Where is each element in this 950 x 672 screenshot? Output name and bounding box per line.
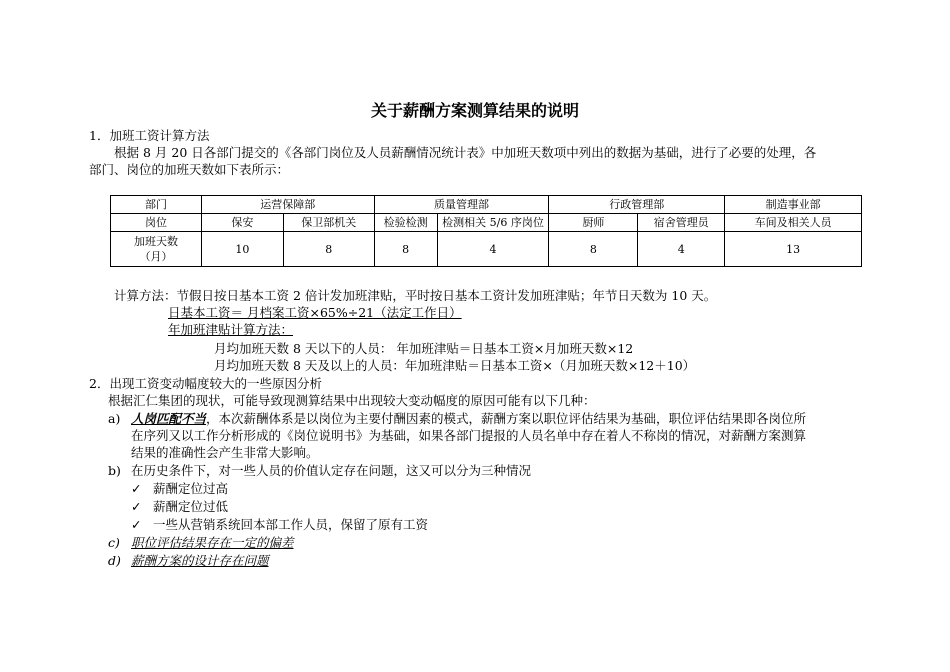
daily-wage-formula: 日基本工资＝ 月档案工资×65%÷21（法定工作日） xyxy=(168,305,462,320)
item-a-text: ，本次薪酬体系是以岗位为主要付酬因素的模式，薪酬方案以职位评估结果为基础，职位评估结果即各岗位所 xyxy=(206,411,807,426)
table-header-overtime-days xyxy=(111,232,202,267)
allowance-rule-8-days-and-above: 月均加班天数 8 天及以上的人员：年加班津贴＝日基本工资×（月加班天数×12＋10） xyxy=(214,358,696,373)
item-d-marker: d) xyxy=(108,553,121,568)
check-icon: ✓ xyxy=(131,517,142,532)
item-a-keyword: 人岗匹配不当 xyxy=(131,411,207,426)
section-1-paragraph-line-2: 部门、岗位的加班天数如下表所示： xyxy=(89,162,290,177)
overtime-value-cell: 13 xyxy=(725,232,862,267)
dept-administration: 行政管理部 xyxy=(549,196,725,214)
section-1-paragraph-line-1: 根据 8 月 20 日各部门提交的《各部门岗位及人员薪酬情况统计表》中加班天数项中列出的数据为基础，进行了必要的处理，各 xyxy=(114,145,817,160)
section-2-intro: 根据汇仁集团的现状，可能导致现测算结果中出现较大变动幅度的原因可能有以下几种： xyxy=(108,393,596,408)
overtime-value-cell: 8 xyxy=(549,232,638,267)
post-cell: 保卫部机关 xyxy=(283,214,374,232)
item-b-text: 在历史条件下，对一些人员的价值认定存在问题，这又可以分为三种情况 xyxy=(131,463,532,478)
overtime-value-cell: 10 xyxy=(201,232,283,267)
list-item: ✓ 一些从营销系统回本部工作人员，保留了原有工资 xyxy=(131,517,429,532)
post-cell: 保安 xyxy=(201,214,283,232)
item-a-line-2: 在序列又以工作分析形成的《岗位说明书》为基础，如果各部门提报的人员名单中存在着人不称岗的情况，对薪酬方案测算 xyxy=(131,428,807,443)
post-cell: 宿舍管理员 xyxy=(638,214,725,232)
list-item: ✓ 薪酬定位过低 xyxy=(131,499,229,514)
allowance-method-heading: 年加班津贴计算方法： xyxy=(168,322,294,337)
item-b-marker: b) xyxy=(108,463,121,478)
table-row-departments xyxy=(111,196,862,214)
overtime-value-cell: 8 xyxy=(374,232,437,267)
item-c-text: 职位评估结果存在一定的偏差 xyxy=(131,535,294,550)
post-cell: 检测相关 5/6 序岗位 xyxy=(437,214,549,232)
post-cell: 车间及相关人员 xyxy=(725,214,862,232)
section-2-heading: 2．出现工资变动幅度较大的一些原因分析 xyxy=(89,376,322,391)
allowance-rule-below-8-days: 月均加班天数 8 天以下的人员： 年加班津贴＝日基本工资×月加班天数×12 xyxy=(214,341,634,356)
dept-operations-support: 运营保障部 xyxy=(201,196,374,214)
overtime-value-cell: 4 xyxy=(437,232,549,267)
table-header-post: 岗位 xyxy=(111,214,202,232)
item-d-text: 薪酬方案的设计存在问题 xyxy=(131,553,269,568)
table-row-posts xyxy=(111,214,862,232)
check-icon: ✓ xyxy=(131,499,142,514)
item-c-marker: c) xyxy=(108,535,120,550)
overtime-days-table xyxy=(110,195,862,267)
post-cell: 检验检测 xyxy=(374,214,437,232)
overtime-label-line-2: （月） xyxy=(139,250,173,263)
table-row-overtime-days xyxy=(111,232,862,267)
check-icon: ✓ xyxy=(131,481,142,496)
calculation-method: 计算方法：节假日按日基本工资 2 倍计发加班津贴，平时按日基本工资计发加班津贴；年节日天数为 10 天。 xyxy=(114,288,717,303)
overtime-value-cell: 4 xyxy=(638,232,725,267)
table-header-department: 部门 xyxy=(111,196,202,214)
overtime-value-cell: 8 xyxy=(283,232,374,267)
overtime-label-line-1: 加班天数 xyxy=(133,235,178,248)
item-a-line-3: 结果的准确性会产生非常大影响。 xyxy=(131,445,319,460)
list-item: ✓ 薪酬定位过高 xyxy=(131,481,229,496)
dept-quality-management: 质量管理部 xyxy=(374,196,549,214)
item-a-marker: a) xyxy=(108,411,121,426)
item-a-line-1 xyxy=(131,410,806,427)
post-cell: 厨师 xyxy=(549,214,638,232)
dept-manufacturing: 制造事业部 xyxy=(725,196,862,214)
section-1-heading: 1．加班工资计算方法 xyxy=(89,128,210,143)
page-title: 关于薪酬方案测算结果的说明 xyxy=(370,101,579,120)
